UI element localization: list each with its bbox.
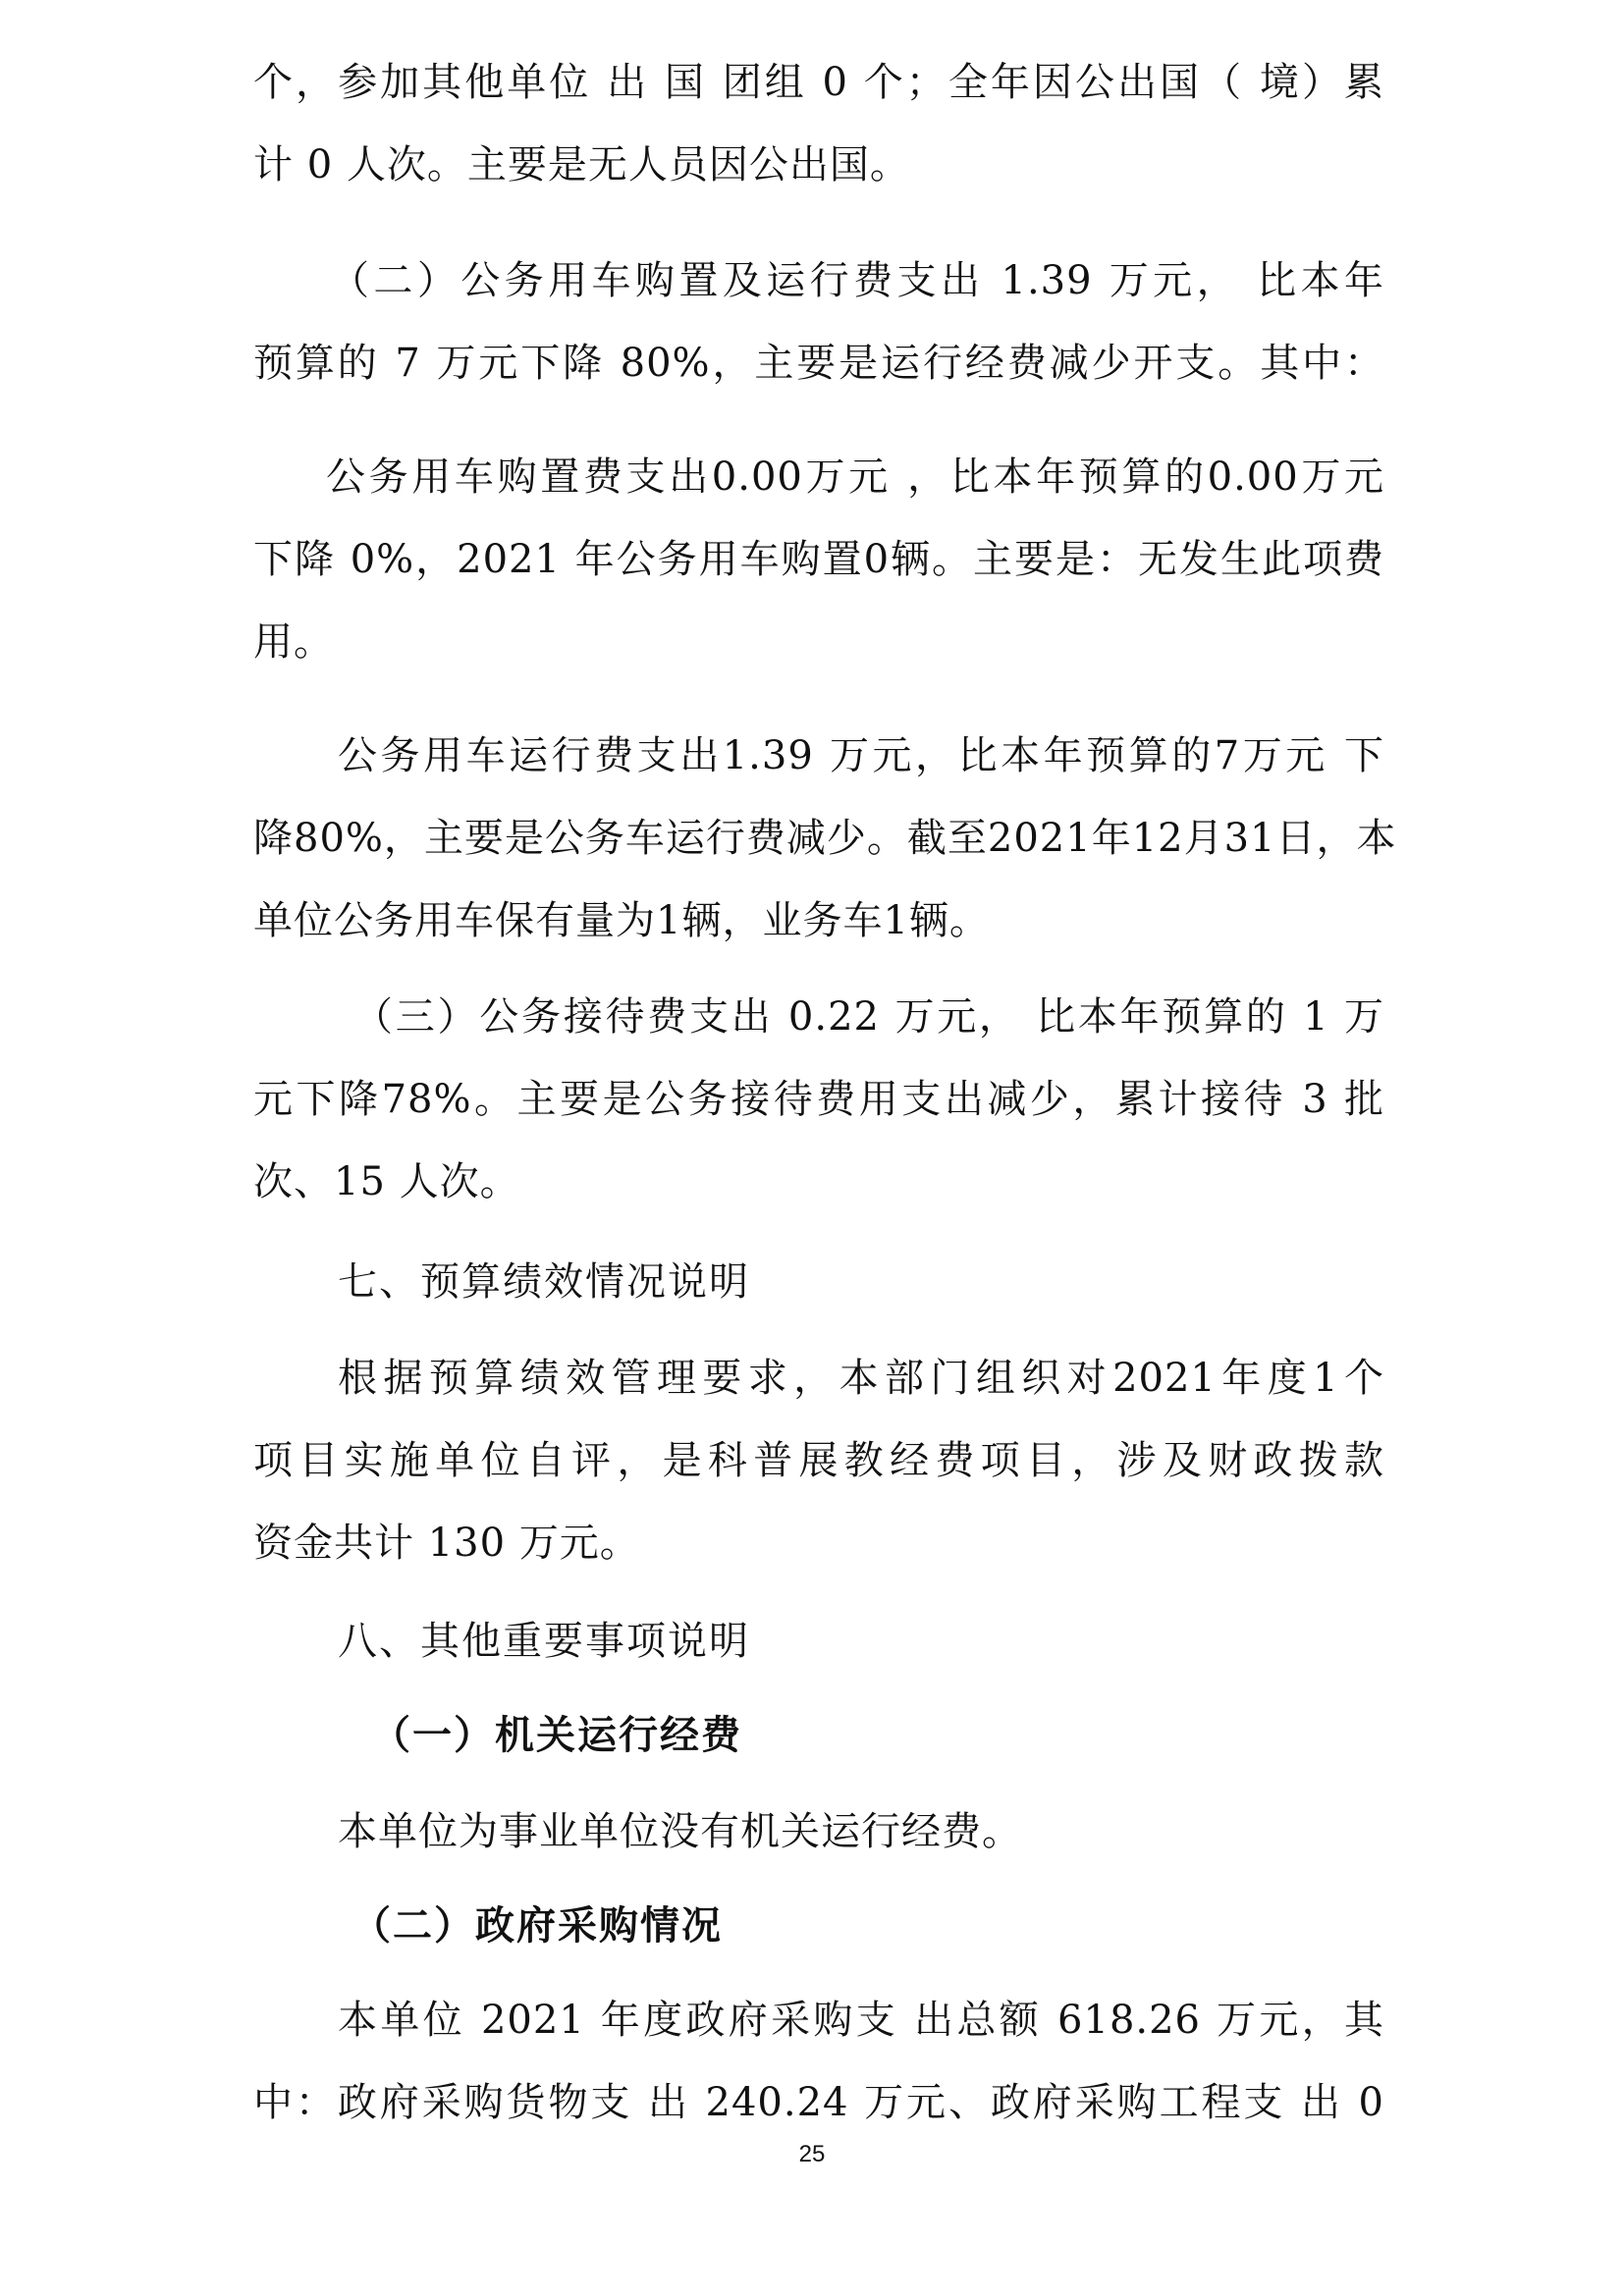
- paragraph-line: 公务用车购置费支出0.00万元 ，比本年预算的0.00万元: [326, 454, 1384, 500]
- paragraph-line: 本单位为事业单位没有机关运行经费。: [338, 1809, 1022, 1854]
- sub-heading: （二）政府采购情况: [352, 1903, 723, 1949]
- paragraph-line: （三）公务接待费支出 0.22 万元， 比本年预算的 1 万: [353, 994, 1384, 1040]
- paragraph-line: 资金共计 130 万元。: [253, 1521, 640, 1566]
- sub-heading: （一）机关运行经费: [371, 1713, 742, 1758]
- paragraph-line: 用。: [253, 619, 334, 665]
- paragraph-line: 中：政府采购货物支 出 240.24 万元、政府采购工程支 出 0: [253, 2080, 1384, 2125]
- page-number: 25: [798, 2141, 826, 2167]
- section-heading: 七、预算绩效情况说明: [338, 1259, 750, 1305]
- paragraph-line: 本单位 2021 年度政府采购支 出总额 618.26 万元，其: [338, 1998, 1384, 2043]
- paragraph-line: （二）公务用车购置及运行费支出 1.39 万元， 比本年: [330, 258, 1384, 303]
- paragraph-line: 项目实施单位自评，是科普展教经费项目，涉及财政拨款: [253, 1438, 1384, 1483]
- paragraph-line: 预算的 7 万元下降 80%，主要是运行经费减少开支。其中：: [253, 341, 1384, 386]
- section-heading: 八、其他重要事项说明: [338, 1619, 750, 1664]
- paragraph-line: 降80%，主要是公务车运行费减少。截至2021年12月31日，本: [253, 816, 1397, 861]
- paragraph-line: 下降 0%，2021 年公务用车购置0辆。主要是：无发生此项费: [253, 537, 1384, 582]
- paragraph-line: 根据预算绩效管理要求，本部门组织对2021年度1个: [338, 1356, 1384, 1401]
- paragraph-line: 元下降78%。主要是公务接待费用支出减少，累计接待 3 批: [253, 1077, 1384, 1122]
- paragraph-line: 公务用车运行费支出1.39 万元，比本年预算的7万元 下: [338, 733, 1384, 778]
- paragraph-line: 单位公务用车保有量为1辆，业务车1辆。: [253, 898, 990, 943]
- paragraph-line: 计 0 人次。主要是无人员因公出国。: [253, 142, 910, 187]
- paragraph-line: 次、15 人次。: [253, 1159, 520, 1204]
- paragraph-line: 个，参加其他单位 出 国 团组 0 个；全年因公出国（ 境）累: [253, 60, 1384, 105]
